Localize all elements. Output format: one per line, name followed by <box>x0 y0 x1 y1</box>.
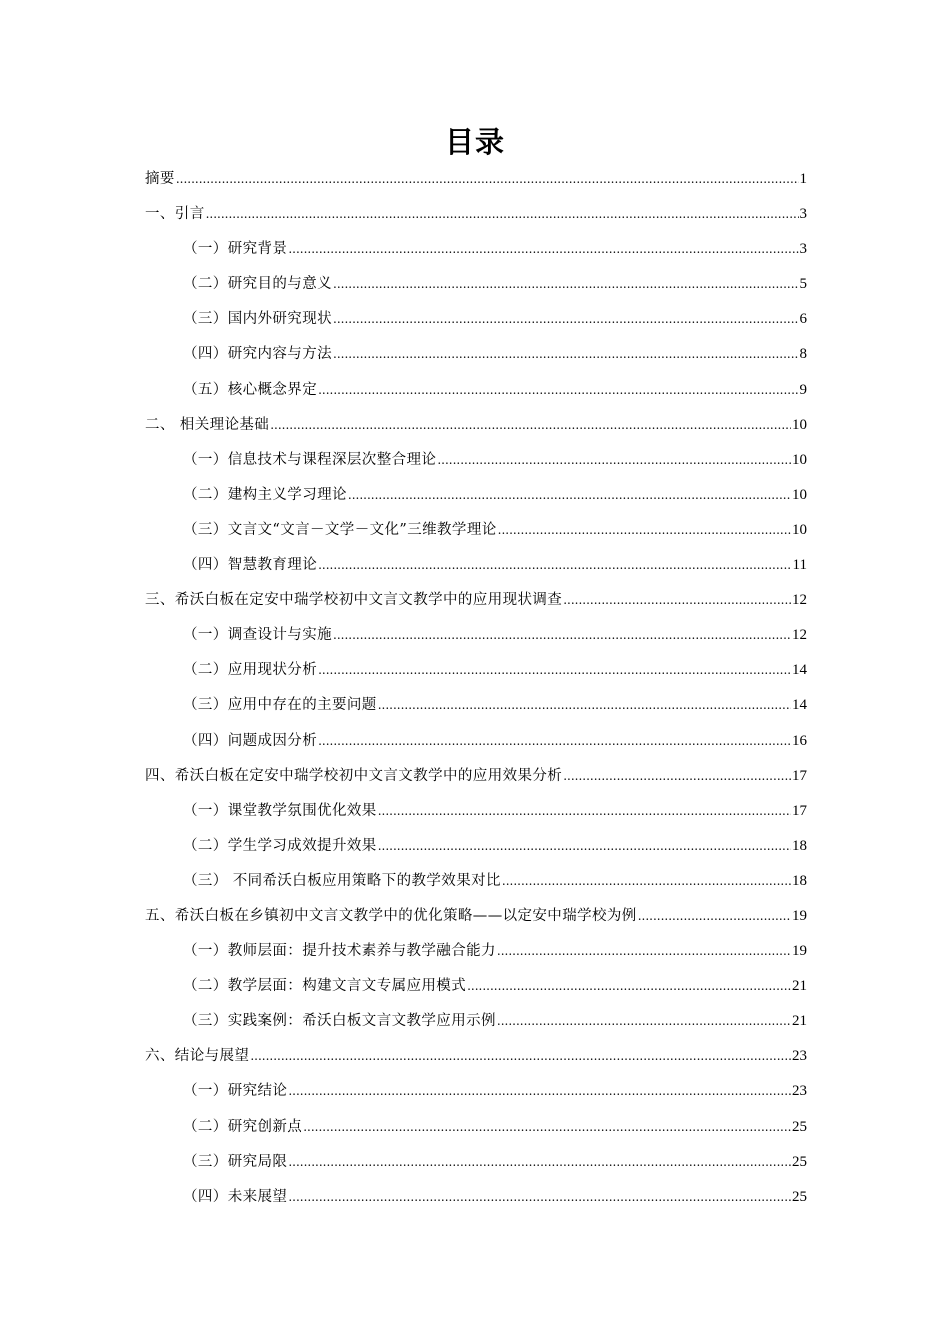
toc-entry[interactable] <box>145 1004 807 1039</box>
toc-entry[interactable] <box>145 653 807 688</box>
toc-dot-leader <box>348 478 791 513</box>
toc-entry-page-number: 17 <box>792 802 807 819</box>
toc-entry-page-number: 19 <box>792 907 807 924</box>
toc-dot-leader <box>378 829 791 864</box>
toc-entry-label: 六、结论与展望 <box>145 1048 250 1065</box>
toc-dot-leader <box>250 1039 791 1074</box>
toc-entry-label: （一）信息技术与课程深层次整合理论 <box>183 451 437 468</box>
toc-entry-page-number: 10 <box>792 521 807 538</box>
toc-dot-leader <box>288 232 798 267</box>
toc-entry-label: 摘要 <box>145 171 175 187</box>
toc-entry[interactable] <box>145 724 807 759</box>
toc-entry[interactable] <box>145 934 807 969</box>
toc-entry[interactable] <box>145 408 807 443</box>
toc-entry[interactable] <box>145 302 807 337</box>
toc-entry-page-number: 3 <box>799 206 807 223</box>
toc-entry-label: （五）核心概念界定 <box>183 381 318 398</box>
toc-dot-leader <box>303 1110 791 1145</box>
toc-dot-leader <box>318 548 791 583</box>
toc-entry-page-number: 18 <box>792 872 807 889</box>
toc-dot-leader <box>563 759 791 794</box>
toc-entry[interactable] <box>145 794 807 829</box>
page-title: 目录 <box>444 125 505 159</box>
toc-dot-leader <box>288 1180 791 1215</box>
toc-dot-leader <box>497 1004 791 1039</box>
toc-entry-label: （四）未来展望 <box>183 1188 288 1205</box>
toc-entry-page-number: 25 <box>792 1118 807 1135</box>
toc-entry-page-number: 16 <box>792 732 807 749</box>
toc-entry[interactable] <box>145 1110 807 1145</box>
toc-entry[interactable] <box>145 969 807 1004</box>
toc-entry-page-number: 23 <box>792 1048 807 1065</box>
toc-entry[interactable] <box>145 1074 807 1109</box>
toc-entry[interactable] <box>145 443 807 478</box>
toc-dot-leader <box>378 794 791 829</box>
toc-entry-label: （四）研究内容与方法 <box>183 346 332 363</box>
toc-entry-label: 五、希沃白板在乡镇初中文言文教学中的优化策略——以定安中瑞学校为例 <box>145 907 637 924</box>
toc-entry-label: 三、希沃白板在定安中瑞学校初中文言文教学中的应用现状调查 <box>145 592 563 609</box>
toc-entry-label: （三）应用中存在的主要问题 <box>183 697 377 714</box>
toc-entry-label: （二）应用现状分析 <box>183 662 318 679</box>
toc-entry-label: （二）研究创新点 <box>183 1118 303 1135</box>
toc-entry-page-number: 14 <box>792 662 807 679</box>
toc-entry[interactable] <box>145 1145 807 1180</box>
toc-entry-page-number: 25 <box>792 1188 807 1205</box>
toc-entry-label: （一）课堂教学氛围优化效果 <box>183 802 377 819</box>
toc-entry-label: （四）问题成因分析 <box>183 732 318 749</box>
toc-entry[interactable] <box>145 162 807 197</box>
toc-dot-leader <box>638 899 791 934</box>
toc-entry[interactable] <box>145 583 807 618</box>
toc-entry-label: （三） 不同希沃白板应用策略下的教学效果对比 <box>183 872 501 889</box>
toc-entry-page-number: 10 <box>792 451 807 468</box>
toc-entry-page-number: 18 <box>792 837 807 854</box>
toc-entry-page-number: 9 <box>799 381 807 398</box>
toc-entry-label: （一）研究背景 <box>183 241 288 258</box>
toc-entry-label: （一）研究结论 <box>183 1083 288 1100</box>
toc-entry-label: （二）教学层面：构建文言文专属应用模式 <box>183 978 467 995</box>
toc-dot-leader <box>437 443 791 478</box>
toc-entry-page-number: 10 <box>792 486 807 503</box>
toc-dot-leader <box>206 197 799 232</box>
toc-entry-page-number: 12 <box>792 592 807 609</box>
toc-entry[interactable] <box>145 899 807 934</box>
toc-entry-label: （四）智慧教育理论 <box>183 557 318 574</box>
toc-dot-leader <box>333 337 799 372</box>
toc-entry-label: （二）研究目的与意义 <box>183 276 332 293</box>
toc-entry-label: （二）建构主义学习理论 <box>183 486 347 503</box>
toc-dot-leader <box>318 724 791 759</box>
toc-entry[interactable] <box>145 618 807 653</box>
toc-entry[interactable] <box>145 829 807 864</box>
toc-entry-label: 四、希沃白板在定安中瑞学校初中文言文教学中的应用效果分析 <box>145 767 563 784</box>
toc-entry-label: （三）实践案例：希沃白板文言文教学应用示例 <box>183 1013 496 1030</box>
toc-entry-page-number: 12 <box>792 627 807 644</box>
toc-dot-leader <box>288 1145 791 1180</box>
toc-entry-page-number: 14 <box>792 697 807 714</box>
toc-entry[interactable] <box>145 688 807 723</box>
toc-dot-leader <box>333 618 791 653</box>
toc-entry-label: 二、 相关理论基础 <box>145 416 270 433</box>
toc-entry[interactable] <box>145 548 807 583</box>
toc-entry[interactable] <box>145 864 807 899</box>
toc-entry[interactable] <box>145 513 807 548</box>
toc-entry-page-number: 19 <box>792 943 807 960</box>
toc-dot-leader <box>498 513 791 548</box>
toc-entry[interactable] <box>145 197 807 232</box>
toc-dot-leader <box>333 302 799 337</box>
table-of-contents <box>145 162 807 1215</box>
toc-entry-label: （一）调查设计与实施 <box>183 627 332 644</box>
toc-entry-page-number: 5 <box>799 276 807 293</box>
toc-dot-leader <box>288 1074 791 1109</box>
toc-entry-page-number: 23 <box>792 1083 807 1100</box>
toc-entry[interactable] <box>145 232 807 267</box>
toc-entry[interactable] <box>145 373 807 408</box>
toc-dot-leader <box>176 162 799 197</box>
toc-entry[interactable] <box>145 478 807 513</box>
toc-entry-label: （三）国内外研究现状 <box>183 311 332 328</box>
toc-dot-leader <box>563 583 791 618</box>
toc-entry[interactable] <box>145 337 807 372</box>
toc-dot-leader <box>497 934 791 969</box>
toc-entry-label: （二）学生学习成效提升效果 <box>183 837 377 854</box>
toc-entry-label: 一、引言 <box>145 206 205 223</box>
toc-entry-page-number: 6 <box>799 311 807 328</box>
toc-entry-page-number: 21 <box>792 1013 807 1030</box>
toc-entry-page-number: 25 <box>792 1153 807 1170</box>
toc-dot-leader <box>333 267 799 302</box>
toc-entry[interactable] <box>145 1039 807 1074</box>
toc-entry-page-number: 1 <box>799 171 807 187</box>
toc-entry-page-number: 8 <box>799 346 807 363</box>
toc-entry-page-number: 10 <box>792 416 807 433</box>
toc-entry-label: （三）文言文“文言－文学－文化”三维教学理论 <box>183 521 497 538</box>
toc-entry-page-number: 3 <box>799 241 807 258</box>
toc-dot-leader <box>467 969 791 1004</box>
toc-entry-label: （三）研究局限 <box>183 1153 288 1170</box>
toc-entry[interactable] <box>145 1180 807 1215</box>
toc-dot-leader <box>378 688 791 723</box>
toc-entry-page-number: 11 <box>792 557 807 574</box>
toc-entry-label: （一）教师层面：提升技术素养与教学融合能力 <box>183 943 496 960</box>
toc-dot-leader <box>270 408 791 443</box>
toc-entry[interactable] <box>145 267 807 302</box>
toc-dot-leader <box>318 373 798 408</box>
toc-dot-leader <box>318 653 791 688</box>
toc-entry-page-number: 21 <box>792 978 807 995</box>
toc-entry[interactable] <box>145 759 807 794</box>
toc-dot-leader <box>502 864 791 899</box>
toc-entry-page-number: 17 <box>792 767 807 784</box>
